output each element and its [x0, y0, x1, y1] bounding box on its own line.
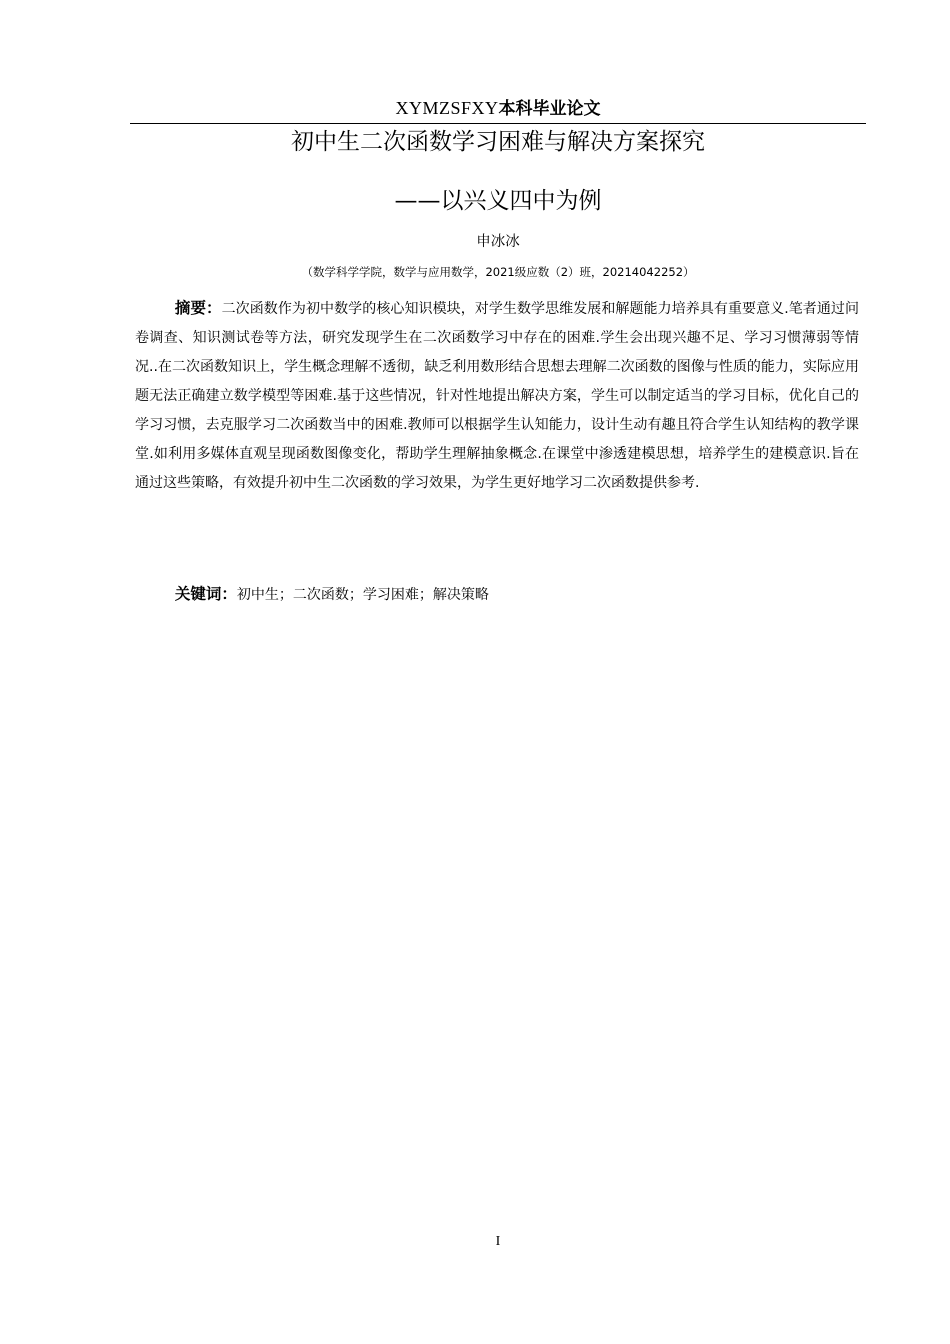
header-code: XYMZSFXY: [395, 98, 499, 118]
page-number: I: [495, 1234, 501, 1249]
keywords-text: 初中生；二次函数；学习困难；解决策略: [236, 587, 489, 603]
author-name: 申冰冰: [476, 234, 520, 250]
keywords: [135, 580, 859, 610]
keywords-label: 关键词：: [174, 585, 237, 603]
header-rule: [130, 123, 866, 124]
abstract-text: 二次函数作为初中数学的核心知识模块，对学生数学思维发展和解题能力培养具有重要意义.笔者通过问卷调查、知识测试卷等方法，研究发现学生在二次函数学习中存在的困难.学生会出现兴趣不足、学习习惯薄弱等情况..在二次函数知识上，学生概念理解不透彻，缺乏利用数形结合思想去理解二次函数的图像与性质的能力，实际应用题无法正确建立数学模型等困难.基于这些情况，针对性地提出解决方案，学生可以制定适当的学习目标，优化自己的学习习惯，去克服学习二次函数当中的困难.教师可以根据学生认知能力，设计生动有趣且符合学生认知结构的教学课堂.如利用多媒体直观呈现函数图像变化，帮助学生理解抽象概念.在课堂中渗透建模思想，培养学生的建模意识.旨在通过这些策略，有效提升初中生二次函数的学习效果，为学生更好地学习二次函数提供参考.: [135, 301, 859, 491]
running-header: [130, 96, 866, 121]
author-affiliation: （数学科学学院，数学与应用数学，2021级应数（2）班，20214042252）: [301, 265, 695, 279]
abstract-label: 摘要：: [174, 299, 222, 317]
paper-subtitle: ——以兴义四中为例: [394, 188, 602, 214]
abstract: [135, 294, 859, 498]
paper-title: 初中生二次函数学习困难与解决方案探究: [291, 129, 705, 155]
header-label: 本科毕业论文: [498, 99, 601, 119]
